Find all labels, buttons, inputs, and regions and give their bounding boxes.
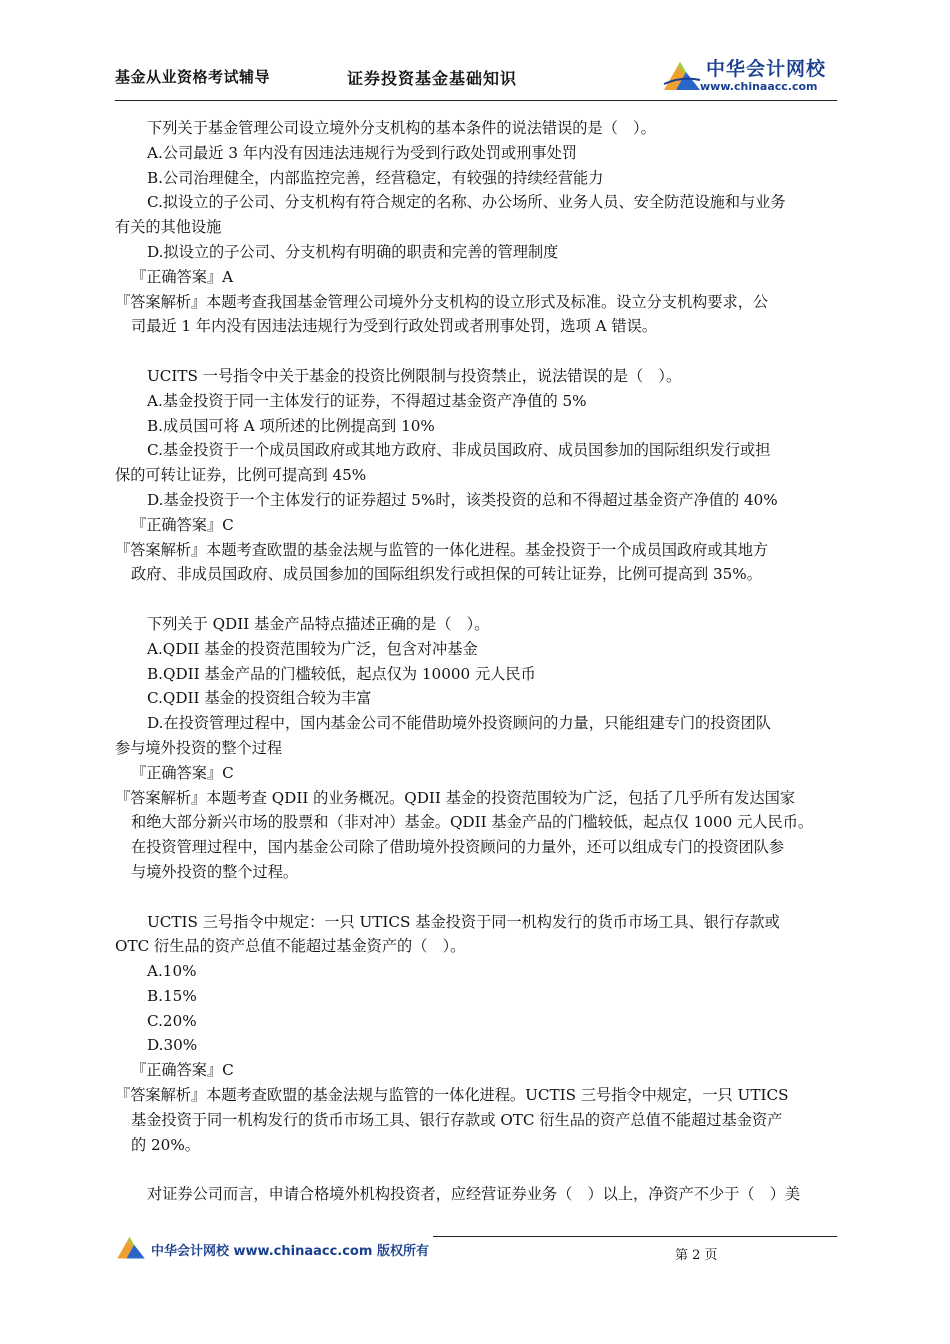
correct-answer: 『正确答案』A — [131, 267, 234, 286]
answer-analysis: 『答案解析』本题考查欧盟的基金法规与监管的一体化进程。UCTIS 三号指令中规定，一只 UTICS — [115, 1086, 789, 1105]
correct-answer: 『正确答案』C — [131, 763, 234, 782]
question-stem: UCITS 一号指令中关于基金的投资比例限制与投资禁止，说法错误的是（ ）。 — [147, 366, 682, 385]
question-stem-continued: OTC 衍生品的资产总值不能超过基金资产的（ ）。 — [115, 937, 466, 956]
answer-analysis: 『答案解析』本题考查欧盟的基金法规与监管的一体化进程。基金投资于一个成员国政府或其地方 — [115, 540, 769, 559]
answer-analysis-continued: 司最近 1 年内没有因违法违规行为受到行政处罚或者刑事处罚，选项 A 错误。 — [131, 317, 657, 336]
option-a: A.QDII 基金的投资范围较为广泛，包含对冲基金 — [147, 639, 478, 658]
option-d: D.基金投资于一个主体发行的证券超过 5%时，该类投资的总和不得超过基金资产净值的 40% — [147, 490, 778, 509]
question-stem: 对证券公司而言，申请合格境外机构投资者，应经营证券业务（ ）以上，净资产不少于（ ）美 — [147, 1185, 801, 1204]
option-c: C.QDII 基金的投资组合较为丰富 — [147, 689, 372, 708]
question-stem: UCTIS 三号指令中规定：一只 UTICS 基金投资于同一机构发行的货币市场工具、银行存款或 — [147, 912, 780, 931]
page-footer — [115, 1232, 837, 1262]
logo-triangle-icon — [662, 58, 702, 92]
answer-analysis-continued: 基金投资于同一机构发行的货币市场工具、银行存款或 OTC 衍生品的资产总值不能超过基金资产 — [131, 1110, 783, 1129]
footer-divider — [433, 1236, 837, 1237]
footer-copyright: 中华会计网校 www.chinaacc.com 版权所有 — [151, 1244, 429, 1259]
answer-analysis-continued: 和绝大部分新兴市场的股票和（非对冲）基金。QDII 基金产品的门槛较低，起点仅 1000 元人民币。 — [131, 813, 814, 832]
page-number: 第 2 页 — [675, 1248, 718, 1263]
option-a: A.基金投资于同一主体发行的证券，不得超过基金资产净值的 5% — [147, 391, 587, 410]
question-stem: 下列关于基金管理公司设立境外分支机构的基本条件的说法错误的是（ ）。 — [147, 119, 656, 137]
correct-answer: 『正确答案』C — [131, 1061, 234, 1080]
option-c-continued: 保的可转让证券，比例可提高到 45% — [115, 466, 367, 485]
logo-name: 中华会计网校 — [706, 58, 827, 80]
option-d: D.30% — [147, 1036, 198, 1055]
chinaacc-logo — [662, 54, 837, 98]
option-b: B.QDII 基金产品的门槛较低，起点仅为 10000 元人民币 — [147, 664, 536, 683]
header-divider — [115, 100, 837, 101]
option-c: C.拟设立的子公司、分支机构有符合规定的名称、办公场所、业务人员、安全防范设施和与业务 — [147, 193, 786, 212]
answer-analysis-continued: 与境外投资的整个过程。 — [131, 862, 299, 881]
option-d-continued: 参与境外投资的整个过程 — [115, 738, 283, 757]
question-stem: 下列关于 QDII 基金产品特点描述正确的是（ ）。 — [147, 614, 490, 633]
page-header — [115, 58, 837, 102]
exam-series-title: 基金从业资格考试辅导 — [115, 68, 271, 86]
logo-url: www.chinaacc.com — [700, 80, 818, 93]
answer-analysis: 『答案解析』本题考查我国基金管理公司境外分支机构的设立形式及标准。设立分支机构要求，公 — [115, 292, 769, 311]
option-c-continued: 有关的其他设施 — [115, 218, 222, 237]
option-d: D.拟设立的子公司、分支机构有明确的职责和完善的管理制度 — [147, 242, 559, 261]
option-b: B.成员国可将 A 项所述的比例提高到 10% — [147, 416, 435, 435]
footer-logo-icon — [115, 1234, 147, 1260]
answer-analysis: 『答案解析』本题考查 QDII 的业务概况。QDII 基金的投资范围较为广泛，包括了几乎所有发达国家 — [115, 788, 796, 807]
subject-title: 证券投资基金基础知识 — [347, 69, 518, 88]
option-c: C.20% — [147, 1011, 197, 1030]
answer-analysis-continued: 在投资管理过程中，国内基金公司除了借助境外投资顾问的力量外，还可以组成专门的投资团队参 — [131, 838, 785, 857]
option-a: A.公司最近 3 年内没有因违法违规行为受到行政处罚或刑事处罚 — [147, 143, 577, 162]
option-d: D.在投资管理过程中，国内基金公司不能借助境外投资顾问的力量，只能组建专门的投资团队 — [147, 714, 771, 733]
option-a: A.10% — [147, 962, 197, 981]
option-b: B.15% — [147, 986, 197, 1005]
option-c: C.基金投资于一个成员国政府或其地方政府、非成员国政府、成员国参加的国际组织发行或担 — [147, 441, 771, 460]
option-b: B.公司治理健全，内部监控完善，经营稳定，有较强的持续经营能力 — [147, 168, 604, 187]
answer-analysis-continued: 的 20%。 — [131, 1135, 200, 1154]
document-body — [115, 116, 837, 1207]
correct-answer: 『正确答案』C — [131, 515, 234, 534]
answer-analysis-continued: 政府、非成员国政府、成员国参加的国际组织发行或担保的可转让证券，比例可提高到 35%。 — [131, 565, 762, 584]
